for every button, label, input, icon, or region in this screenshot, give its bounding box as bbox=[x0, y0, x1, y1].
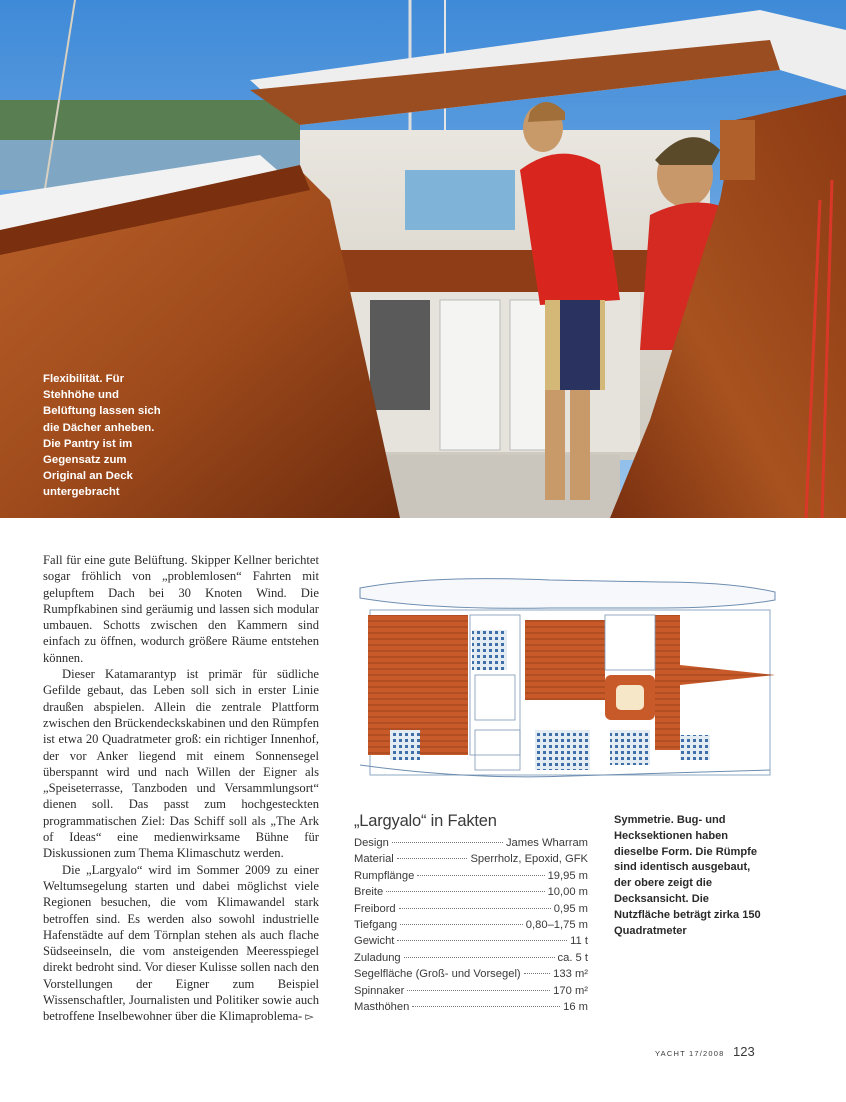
fact-row bbox=[354, 983, 588, 999]
fact-label: Tiefgang bbox=[354, 919, 398, 932]
fact-row bbox=[354, 884, 588, 900]
fact-value: 10,00 m bbox=[547, 886, 588, 899]
fact-row bbox=[354, 917, 588, 933]
fact-value: 11 t bbox=[570, 935, 588, 948]
fact-value: 170 m² bbox=[553, 984, 588, 997]
photo-caption: Flexibilität. Für Stehhöhe und Belüftung lassen sich die Dächer anheben. Die Pantry ist im Gegensatz zum Original an Deck untergebracht bbox=[43, 373, 161, 499]
continue-arrow-icon: ▻ bbox=[305, 1010, 314, 1024]
fact-row bbox=[354, 966, 588, 982]
fact-label: Design bbox=[354, 837, 389, 849]
fact-label: Gewicht bbox=[354, 935, 395, 948]
page-number: 123 bbox=[732, 1044, 755, 1059]
fact-label: Breite bbox=[354, 886, 384, 899]
fact-value: 0,95 m bbox=[553, 902, 588, 915]
deck-plan-caption: Symmetrie. Bug- und Hecksektionen haben dieselbe Form. Die Rümpfe sind identisch ausgebaut, der obere zeigt die Decksansicht. Die Nutzfläche beträgt zirka 150 Quadratmeter bbox=[614, 814, 761, 937]
fact-label: Spinnaker bbox=[354, 984, 405, 997]
fact-value: 133 m² bbox=[553, 968, 588, 981]
article-body bbox=[43, 552, 319, 1026]
fact-row bbox=[354, 851, 588, 867]
fact-value: Sperrholz, Epoxid, GFK bbox=[470, 853, 588, 866]
interior-photo bbox=[0, 0, 846, 518]
article-paragraph: Fall für eine gute Belüftung. Skipper Kellner berichtet sogar fröhlich von „problemlosen“ Fahrten mit gelupftem Dach bei 30 Knoten Wind. Die Rumpfkabinen sind geräumig und lassen sich modular umbauen. Schotts zwischen den Kammern sind einfach zu öffnen, wodurch größere Räume entstehen können. bbox=[43, 553, 319, 665]
facts-box bbox=[354, 812, 588, 1015]
fact-row bbox=[354, 868, 588, 884]
fact-row bbox=[354, 999, 588, 1015]
magazine-issue: YACHT 17/2008 bbox=[655, 1049, 725, 1058]
fact-row bbox=[354, 901, 588, 917]
fact-value: James Wharram bbox=[505, 837, 588, 849]
fact-label: Segelfläche (Groß- und Vorsegel) bbox=[354, 968, 521, 981]
facts-title: „Largyalo“ in Fakten bbox=[354, 812, 497, 830]
fact-row bbox=[354, 835, 588, 851]
article-paragraph: Dieser Katamarantyp ist primär für südliche Gefilde gebaut, das Leben soll sich in erster Linie draußen abspielen. Allein die zentrale Plattform zwischen den Brückendeckskabinen und den Rümpfen ist etwa 20 Quadratmeter groß: ein richtiger Innenhof, der vor Anker liegend mit einem Sonnensegel überspannt wird und nach Willen der Eigner als „Speiseterrasse, Tanzboden und Versammlungsort“ dienen soll. Das passt zum hochgesteckten programmatischen Ziel: Das Schiff soll als „The Ark of Ideas“ eine medienwirksame Bühne für Diskussionen zum Thema Klimaschutz werden. bbox=[43, 667, 319, 861]
fact-label: Rumpflänge bbox=[354, 869, 415, 882]
fact-label: Freibord bbox=[354, 902, 396, 915]
fact-value: 19,95 m bbox=[547, 869, 588, 882]
article-paragraph: Die „Largyalo“ wird im Sommer 2009 zu einer Weltumsegelung starten und dabei möglichst viele Regionen besuchen, die vom Klimawandel stark betroffen sind. Es werden also sowohl industrielle Hafenstädte auf dem Törnplan stehen als auch flache Südseeinseln, die vom ansteigenden Meeresspiegel direkt bedroht sind. Vor dieser Kulisse sollen nach den Vorstellungen der Eigner zum Beispiel Wissenschaftler, Journalisten und Politiker sowie auch betroffene Inselbewohner über die Klimaproblema- bbox=[43, 862, 319, 1024]
fact-value: 16 m bbox=[563, 1001, 588, 1014]
fact-label: Zuladung bbox=[354, 951, 401, 964]
fact-label: Masthöhen bbox=[354, 1001, 410, 1014]
deck-plan-drawing bbox=[350, 570, 780, 780]
fact-value: ca. 5 t bbox=[557, 951, 588, 964]
page-footer bbox=[655, 1043, 755, 1061]
fact-row bbox=[354, 950, 588, 966]
fact-row bbox=[354, 933, 588, 949]
fact-label: Material bbox=[354, 853, 394, 866]
fact-value: 0,80–1,75 m bbox=[525, 919, 588, 932]
